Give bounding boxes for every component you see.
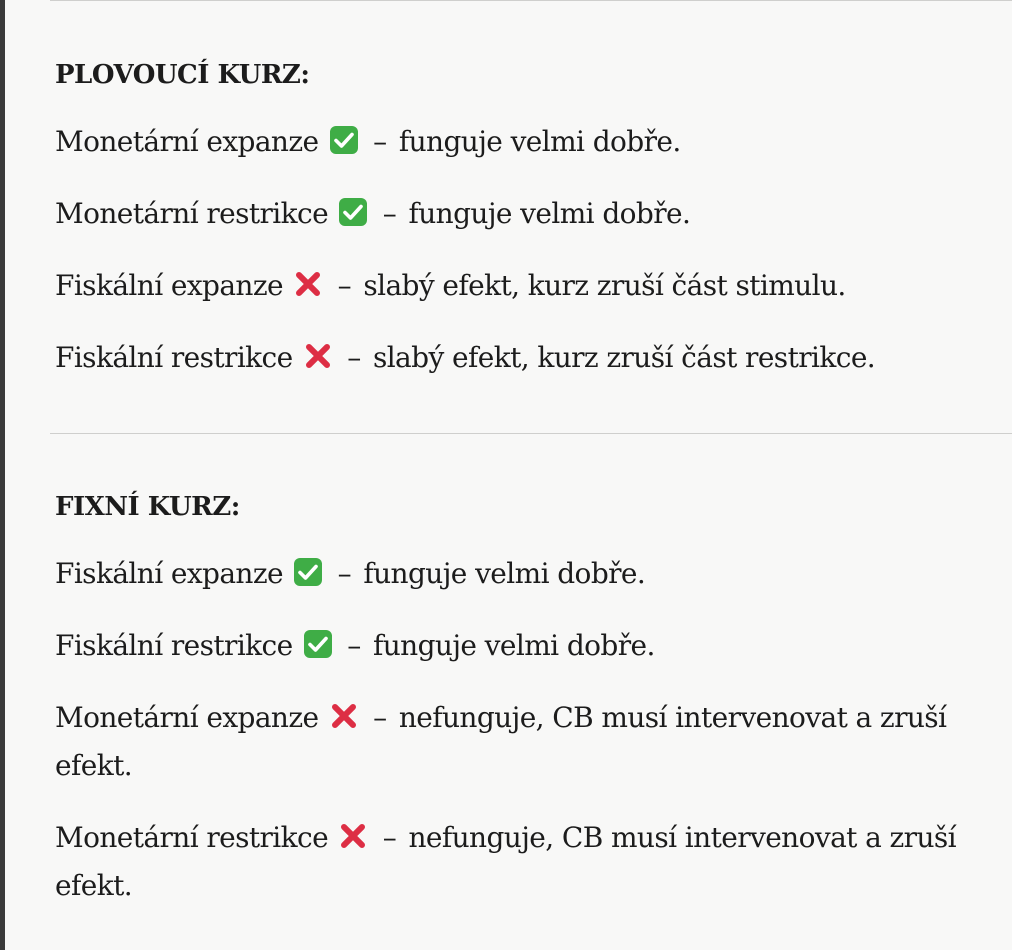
item-text: slabý efekt, kurz zruší část stimulu. [363, 269, 846, 302]
item-text: funguje velmi dobře. [372, 629, 655, 662]
item-separator: – [337, 269, 352, 302]
item-separator: – [337, 557, 352, 590]
item-text: nefunguje, CB musí intervenovat a zruší efekt. [55, 701, 947, 782]
list-item [55, 550, 995, 598]
section-heading: PLOVOUCÍ KURZ: [55, 60, 310, 90]
item-separator: – [347, 629, 361, 662]
cross-mark-icon [303, 341, 333, 371]
list-item [55, 118, 995, 166]
item-separator: – [382, 197, 397, 230]
cross-mark-icon [338, 821, 368, 851]
list-item [55, 622, 995, 670]
item-subject: Monetární expanze [55, 701, 319, 734]
divider-top [50, 0, 1012, 1]
item-separator: – [373, 125, 387, 158]
check-mark-icon [293, 557, 323, 587]
item-subject: Monetární restrikce [55, 821, 329, 854]
item-separator: – [373, 701, 387, 734]
left-border [0, 0, 5, 950]
item-text: funguje velmi dobře. [408, 197, 691, 230]
item-subject: Fiskální expanze [55, 557, 283, 590]
section-heading: FIXNÍ KURZ: [55, 492, 240, 522]
check-mark-icon [329, 125, 359, 155]
check-mark-icon [303, 629, 333, 659]
item-subject: Fiskální restrikce [55, 629, 293, 662]
list-item [55, 262, 995, 310]
item-subject: Fiskální expanze [55, 269, 283, 302]
section-fixed-rate [55, 490, 995, 934]
list-item [55, 814, 995, 910]
cross-mark-icon [293, 269, 323, 299]
item-text: funguje velmi dobře. [398, 125, 681, 158]
item-separator: – [382, 821, 397, 854]
item-subject: Monetární expanze [55, 125, 319, 158]
item-text: nefunguje, CB musí intervenovat a zruší efekt. [55, 821, 957, 902]
list-item [55, 190, 995, 238]
divider-middle [50, 433, 1012, 434]
item-text: slabý efekt, kurz zruší část restrikce. [372, 341, 876, 374]
list-item [55, 694, 995, 790]
item-subject: Fiskální restrikce [55, 341, 293, 374]
cross-mark-icon [329, 701, 359, 731]
item-subject: Monetární restrikce [55, 197, 329, 230]
list-item [55, 334, 995, 382]
item-text: funguje velmi dobře. [363, 557, 646, 590]
section-floating-rate [55, 58, 995, 406]
item-separator: – [347, 341, 361, 374]
check-mark-icon [338, 197, 368, 227]
